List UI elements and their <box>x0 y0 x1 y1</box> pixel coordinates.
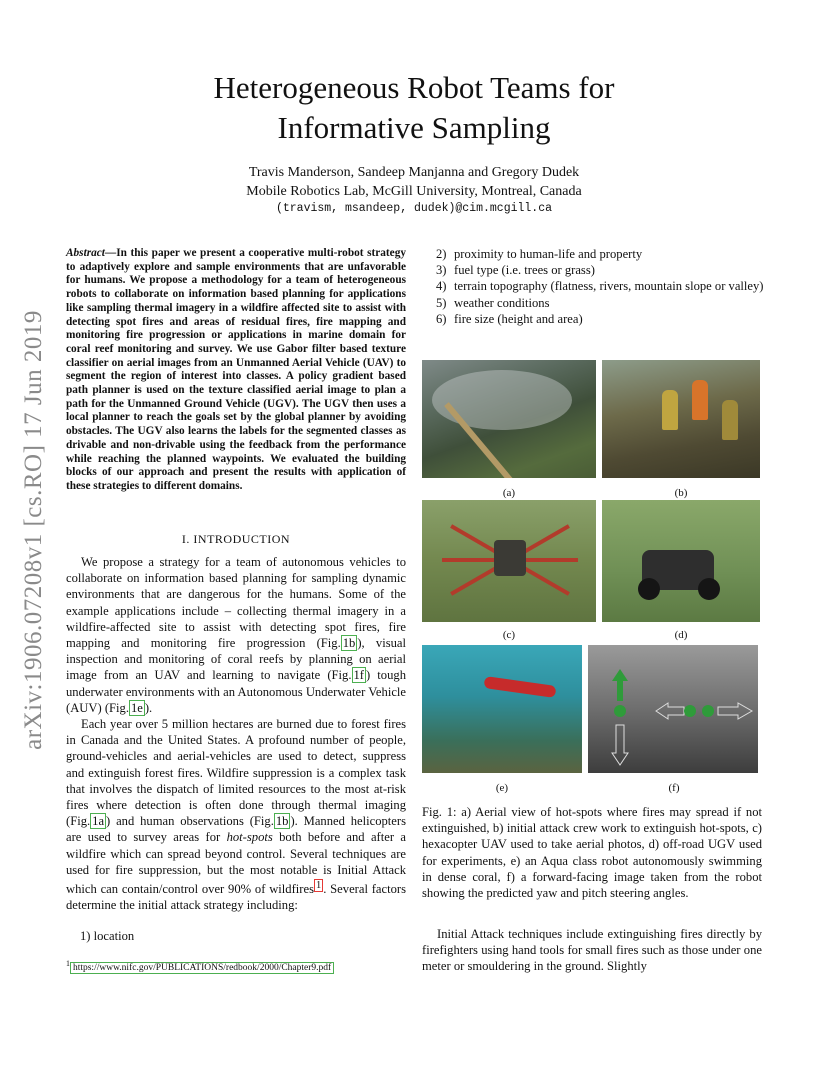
wheel <box>698 578 720 600</box>
list-item <box>436 295 766 311</box>
abstract <box>66 247 406 494</box>
intro-paragraph-1 <box>66 554 406 716</box>
smoke-shape <box>432 370 572 430</box>
figure-ref-link[interactable]: 1e <box>130 700 143 715</box>
affiliation: Mobile Robotics Lab, McGill University, Montreal, Canada <box>246 184 582 199</box>
person-shape <box>662 390 678 430</box>
yaw-marker-icon <box>684 705 696 717</box>
list-item <box>436 246 766 262</box>
paper-title <box>140 68 688 148</box>
text-run: ). Manned helicopters are used to survey areas for <box>66 814 406 845</box>
figure-1-caption: Fig. 1: a) Aerial view of hot-spots where fires may spread if not extinguished, b) initial attack crew work to extinguish hot-spots, c) hexacopter UAV used to take aerial photos, d) off-road UGV used for experiments, e) an Aqua class robot autonomously swimming in dense coral, f) a forward-facing image taken from the robot showing the predicted yaw and pitch steering angles. <box>422 805 762 901</box>
intro-paragraph-2 <box>66 716 406 914</box>
factor-list <box>436 246 766 327</box>
figure-1b-firefighter-crew-image <box>602 360 760 478</box>
author-block <box>140 163 688 201</box>
person-shape <box>692 380 708 420</box>
list-item <box>436 278 766 294</box>
title-line-1: Heterogeneous Robot Teams for <box>213 70 615 105</box>
right-column-body <box>422 926 762 975</box>
footnote-ref-link[interactable]: 1 <box>315 880 322 892</box>
list-item-location: 1) location <box>80 929 135 943</box>
list-text: terrain topography (flatness, rivers, mountain slope or valley) <box>454 279 764 294</box>
figure-ref-link[interactable]: 1f <box>353 668 364 683</box>
text-run: ). <box>144 700 153 715</box>
arxiv-side-stamp <box>4 300 64 760</box>
text-run: both before and after a wildfire which can spread beyond control. Several techniques are used for fire suppression, but the most notable is Initial Attack which can contain/control over 90% of wildfires <box>66 830 406 897</box>
abstract-text: —In this paper we present a cooperative multi-robot strategy to adaptively explore and sample environments that are unfavorable for humans. We propose a methodology for a team of heterogeneous robots to collaborate on information based planning for applications like sampling thermal imagery in a wildfire affected site to assist with detecting spot fires and areas of residual fires, fire mapping and monitoring fire progression or applications in marine domain for coral reef monitoring and survey. We use Gabor filter based texture classifier on aerial images from an Unmanned Aerial Vehicle (UAV) to segment the region of interest into classes. A policy gradient based path planner is used on the texture classified aerial image to plan a path for the Unmanned Ground Vehicle (UGV). The UGV then uses a local planner to reach the goals set by the global planner by avoiding obstacles. The UGV also learns the labels for the segmented classes as drivable and non-drivable using the feedback from the performance while reaching the planned waypoints. We evaluated the building blocks of our approach and present the results with application of these strategies to different domains. <box>66 247 406 492</box>
list-text: fire size (height and area) <box>454 311 583 326</box>
subfig-label-f: (f) <box>668 782 680 794</box>
person-shape <box>722 400 738 440</box>
list-text: proximity to human-life and property <box>454 247 643 261</box>
drone-body <box>494 540 526 576</box>
list-item <box>436 262 766 278</box>
yaw-right-arrow-icon <box>718 703 752 719</box>
list-item <box>436 311 766 327</box>
steering-arrows-overlay <box>588 645 758 773</box>
wheel <box>638 578 660 600</box>
figure-ref-link[interactable]: 1b <box>342 636 356 651</box>
list-text: fuel type (i.e. trees or grass) <box>454 263 595 278</box>
section-heading-introduction: I. INTRODUCTION <box>181 532 291 546</box>
list-number: 3) <box>436 263 447 278</box>
paragraph: Initial Attack techniques include extinguishing fires directly by firefighters using hand tools for small fires such as those under one meter or smouldering in the ground. Slightly <box>422 927 762 974</box>
text-run: . Several factors determine the initial attack strategy including: <box>66 882 406 913</box>
yaw-left-arrow-icon <box>656 703 684 719</box>
introduction-body <box>66 554 406 914</box>
list-number: 2) <box>436 247 447 261</box>
figure-ref-link[interactable]: 1b <box>275 814 289 829</box>
subfig-label-e: (e) <box>495 782 509 794</box>
list-number: 4) <box>436 279 447 294</box>
title-line-2: Informative Sampling <box>277 110 551 145</box>
text-run: ), visual inspection and monitoring of coral reefs by planning on aerial image from an UAV and learning to navigate (Fig. <box>66 636 406 683</box>
figure-1a-aerial-hotspots-image <box>422 360 596 478</box>
arxiv-identifier: arXiv:1906.07208v1 [cs.RO] 17 Jun 2019 <box>20 310 47 750</box>
author-names: Travis Manderson, Sandeep Manjanna and Gregory Dudek <box>248 165 580 180</box>
subfig-label-c: (c) <box>502 629 516 641</box>
text-run: ) tough underwater environments with an Autonomous Underwater Vehicle (AUV) (Fig. <box>66 668 406 715</box>
text-run: We propose a strategy for a team of autonomous vehicles to collaborate on information based planning for sampling dynamic environments that are dangerous for the humans. Some of the example applications include – collecting thermal imagery in a wildfire-affected site to assist with detecting spot fires, fire mapping and monitoring fire progression (Fig. <box>66 555 406 651</box>
footnote <box>66 959 334 973</box>
abstract-label: Abstract <box>66 247 105 259</box>
subfig-label-b: (b) <box>674 487 688 499</box>
subfig-label-a: (a) <box>502 487 516 499</box>
pitch-up-arrow-icon <box>612 669 628 701</box>
figure-1c-hexacopter-image <box>422 500 596 622</box>
figure-1d-ugv-image <box>602 500 760 622</box>
footnote-url-link[interactable]: https://www.nifc.gov/PUBLICATIONS/redbook/2000/Chapter9.pdf <box>70 962 334 974</box>
figure-1f-steering-image <box>588 645 758 773</box>
author-emails: (travism, msandeep, dudek)@cim.mcgill.ca <box>275 202 553 215</box>
list-number: 6) <box>436 311 447 326</box>
yaw-marker-icon <box>702 705 714 717</box>
text-run: Each year over 5 million hectares are burned due to forest fires in Canada and the United States. A profound number of people, ground-vehicles and aerial-vehicles are used to detect, suppress and extinguish forest fires. Wildfire suppression is a complex task that involves the dispatch of limited resources to the most at-risk fires where detection is often done through thermal imaging (Fig. <box>66 717 406 829</box>
list-text: weather conditions <box>454 295 550 310</box>
aqua-robot-shape <box>484 676 557 698</box>
pitch-marker-icon <box>614 705 626 717</box>
pitch-down-arrow-icon <box>612 725 628 765</box>
footnote-mark: 1 <box>66 959 70 968</box>
text-run: ) and human observations (Fig. <box>106 814 274 829</box>
subfig-label-d: (d) <box>674 629 688 641</box>
figure-1e-aqua-robot-image <box>422 645 582 773</box>
list-number: 5) <box>436 295 447 310</box>
figure-ref-link[interactable]: 1a <box>92 814 105 829</box>
emphasis-text: hot-spots <box>226 830 273 845</box>
